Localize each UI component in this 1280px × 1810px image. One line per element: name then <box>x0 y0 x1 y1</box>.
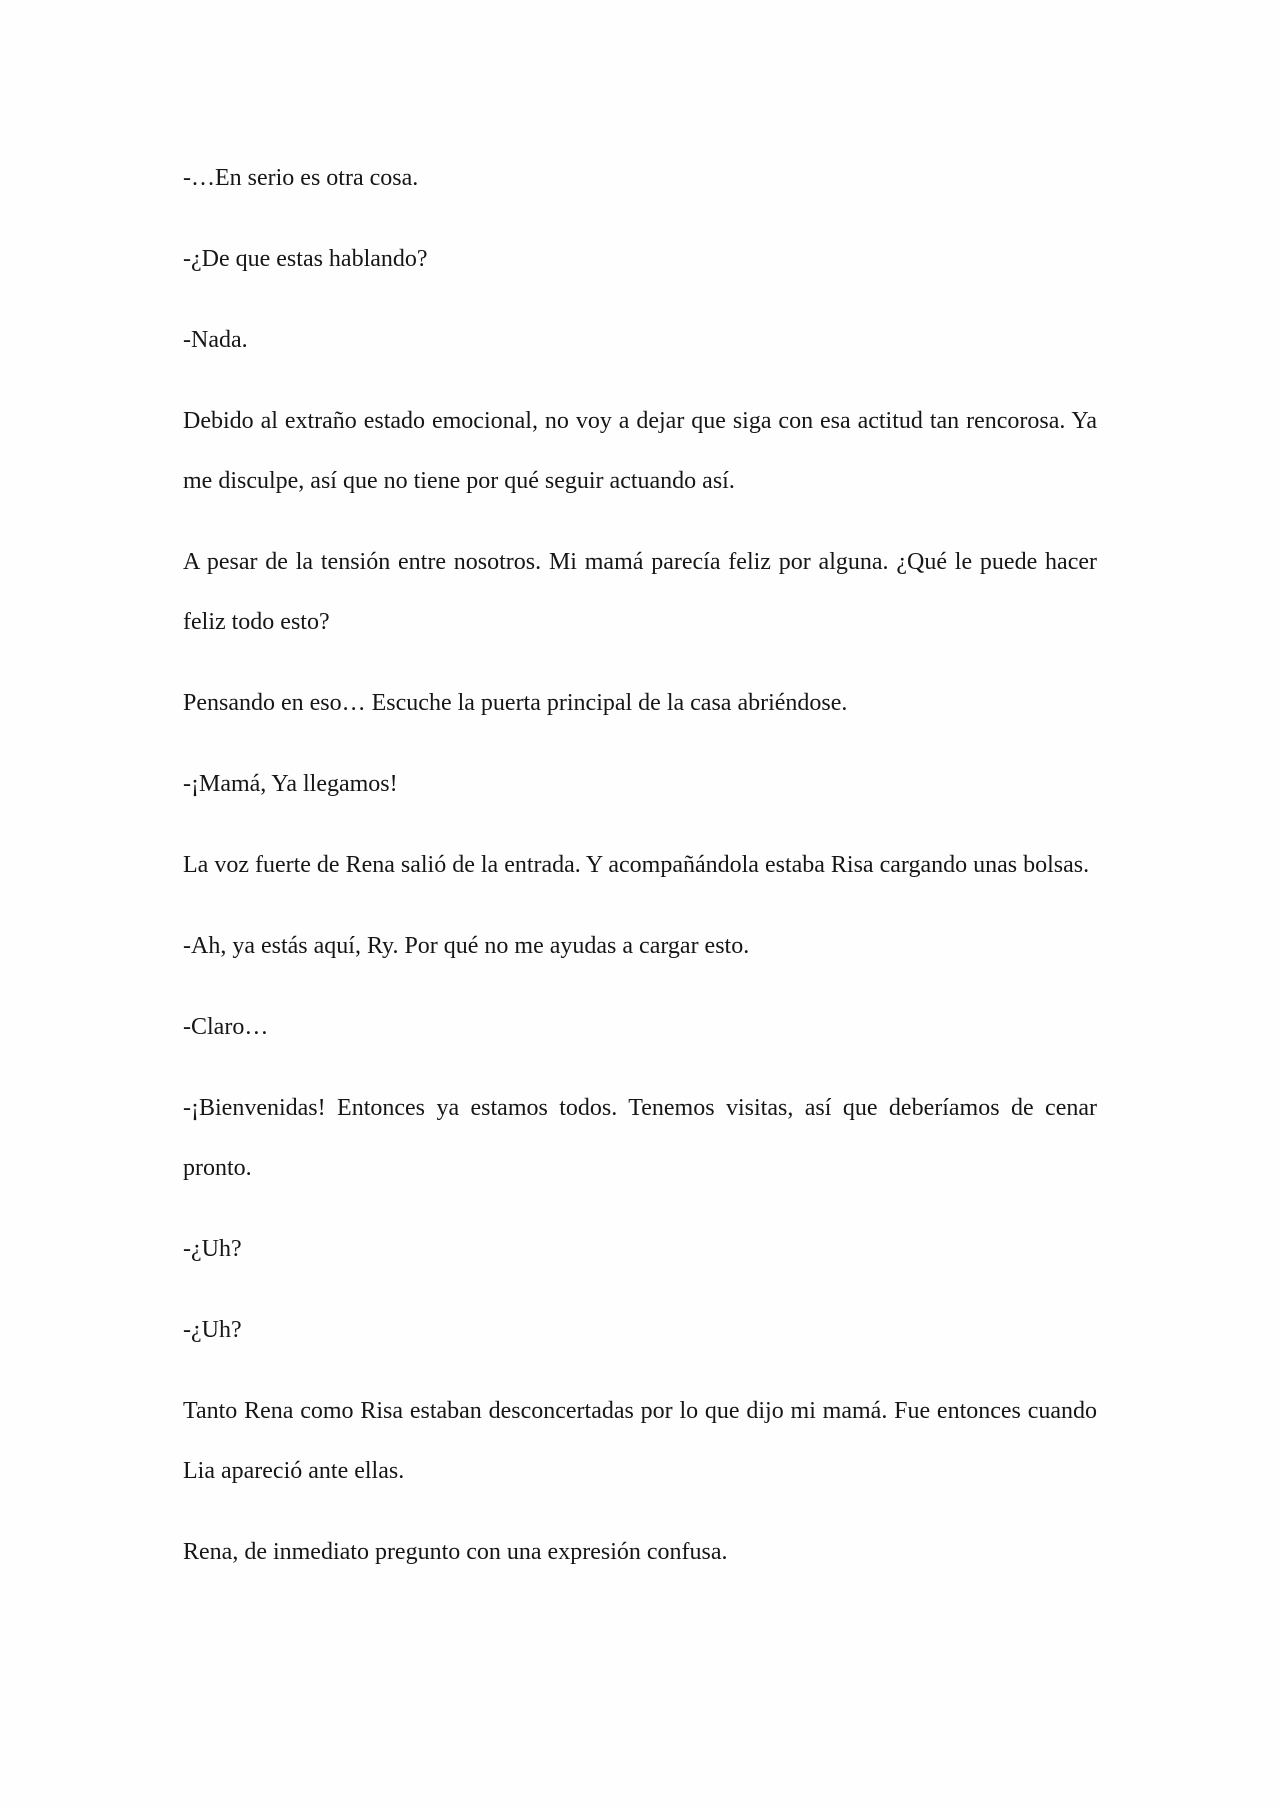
paragraph-15: Rena, de inmediato pregunto con una expresión confusa. <box>183 1539 728 1565</box>
paragraph-6: Pensando en eso… Escuche la puerta principal de la casa abriéndose. <box>183 690 848 716</box>
paragraph-3: -Nada. <box>183 327 248 353</box>
paragraph-2: -¿De que estas hablando? <box>183 246 428 272</box>
paragraph-1: -…En serio es otra cosa. <box>183 165 419 191</box>
paragraph-5: A pesar de la tensión entre nosotros. Mi mamá parecía feliz por alguna. ¿Qué le puede hacer feliz todo esto? <box>183 549 1097 635</box>
paragraph-9: -Ah, ya estás aquí, Ry. Por qué no me ayudas a cargar esto. <box>183 933 750 959</box>
paragraph-13: -¿Uh? <box>183 1317 242 1343</box>
paragraph-12: -¿Uh? <box>183 1236 242 1262</box>
paragraph-4: Debido al extraño estado emocional, no voy a dejar que siga con esa actitud tan rencorosa. Ya me disculpe, así que no tiene por qué seguir actuando así. <box>183 408 1097 494</box>
document-body <box>183 148 1097 1603</box>
paragraph-11: -¡Bienvenidas! Entonces ya estamos todos. Tenemos visitas, así que deberíamos de cenar pronto. <box>183 1095 1097 1181</box>
paragraph-8: La voz fuerte de Rena salió de la entrada. Y acompañándola estaba Risa cargando unas bolsas. <box>183 852 1090 878</box>
paragraph-10: -Claro… <box>183 1014 269 1040</box>
paragraph-14: Tanto Rena como Risa estaban desconcertadas por lo que dijo mi mamá. Fue entonces cuando Lia apareció ante ellas. <box>183 1398 1097 1484</box>
paragraph-7: -¡Mamá, Ya llegamos! <box>183 771 398 797</box>
